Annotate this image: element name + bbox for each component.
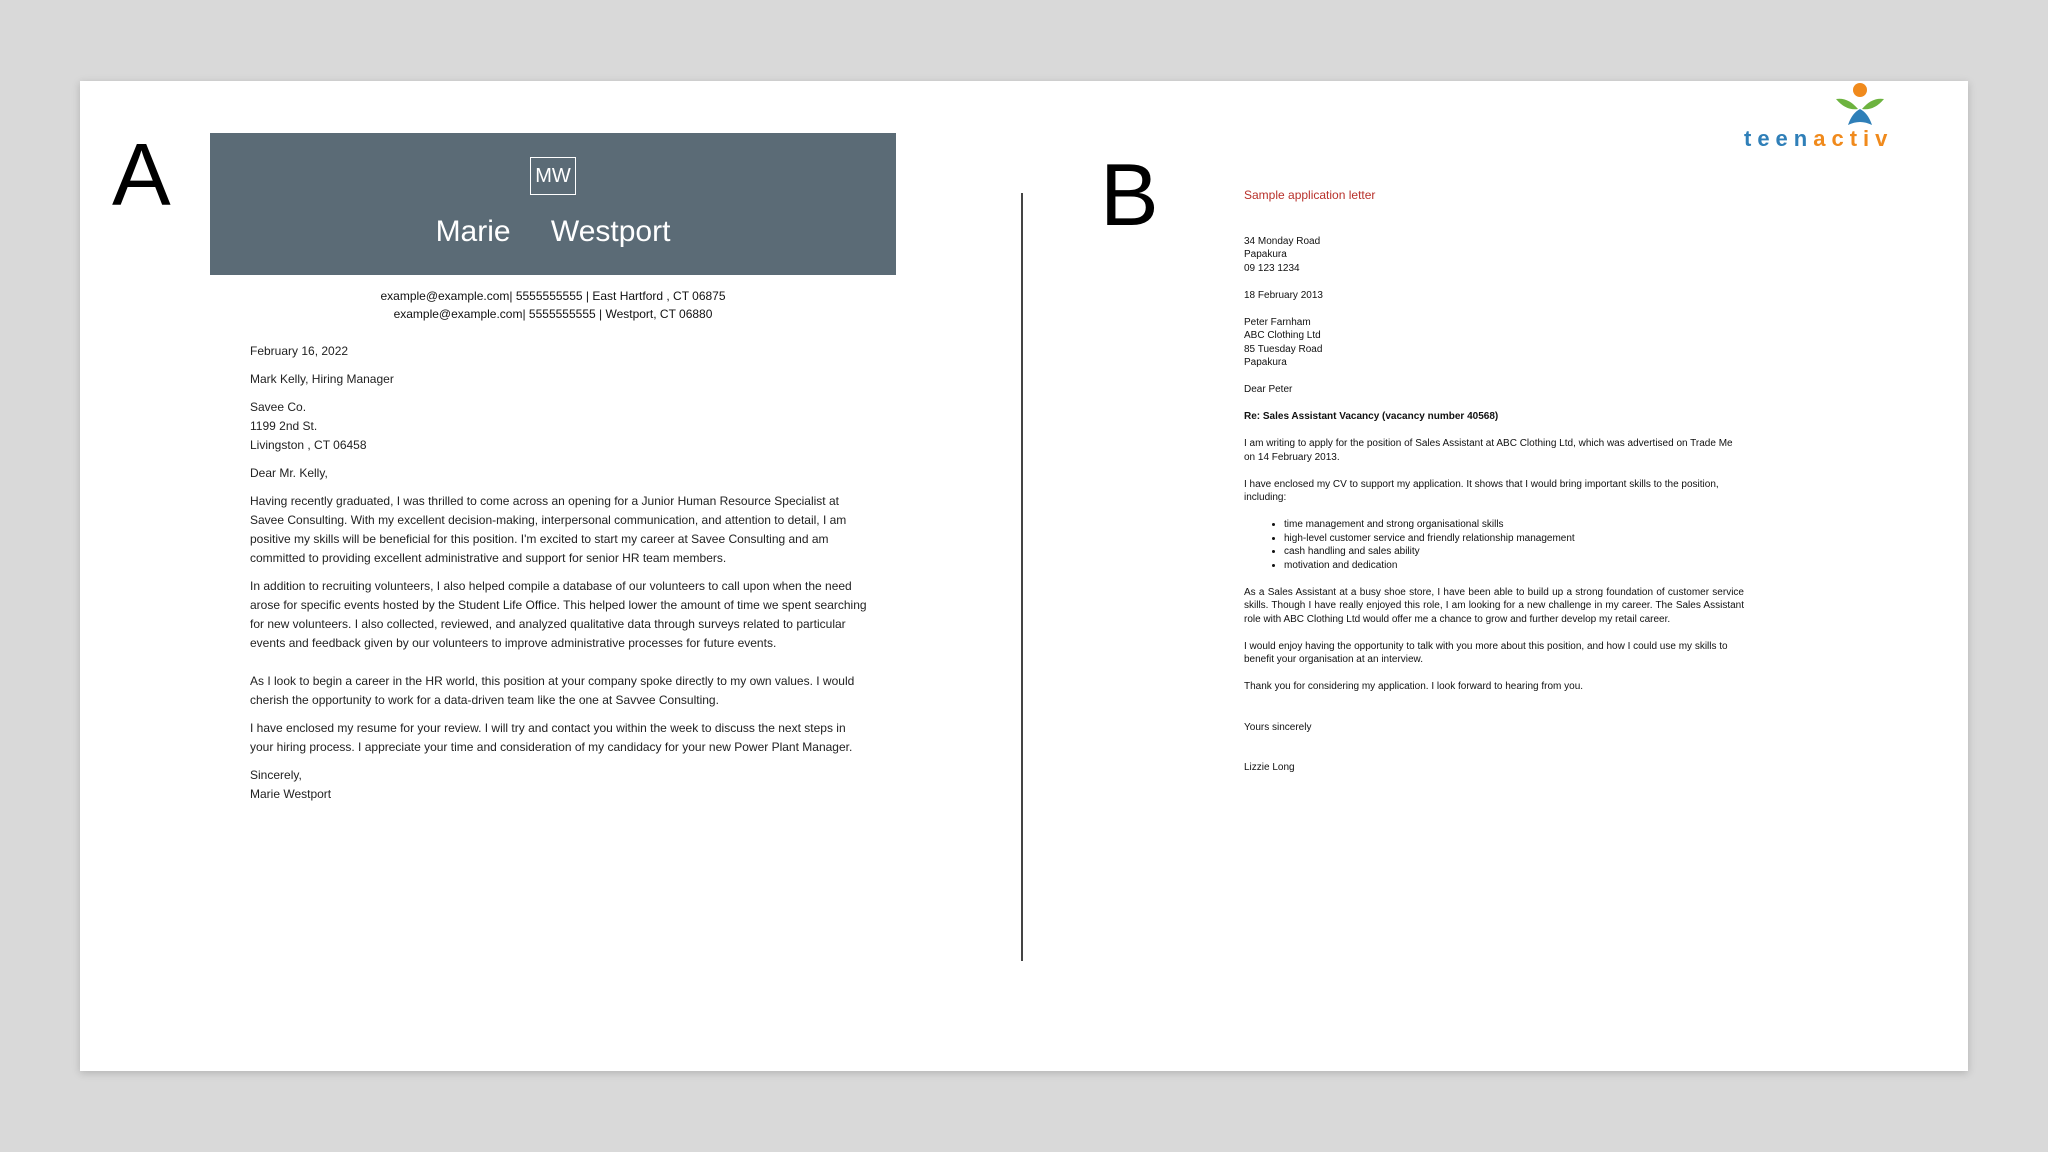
letter-a-paragraph: In addition to recruiting volunteers, I also helped compile a database of our volunteers to call upon when the need arose for specific events hosted by the Student Life Office. This helped lower the amount of time we spent searching for new volunteers. I also collected, reviewed, and analyzed qualitative data through surveys related to particular events and feedback given by our volunteers to improve administrative processes for future events. [250, 579, 867, 650]
recipient-line: Papakura [1244, 357, 1287, 368]
recipient-line: Peter Farnham [1244, 316, 1311, 328]
letter-b-body [1244, 189, 1744, 788]
list-item: • time management and strong organisational skills [1284, 518, 1744, 532]
letter-b-salutation: Dear Peter [1244, 384, 1293, 395]
list-item: • high-level customer service and friendly relationship management [1284, 532, 1744, 546]
signature: Marie Westport [250, 787, 332, 801]
letter-b-paragraph: Thank you for considering my application. I look forward to hearing from you. [1244, 681, 1584, 692]
panel-label-a: A [112, 125, 171, 224]
letter-b-paragraph: As a Sales Assistant at a busy shoe store, I have been able to build up a strong foundation of customer service skills. Though I have really enjoyed this role, I am looking for a new challenge in my career. The Sales Assistant role with ABC Clothing Ltd would offer me a chance to grow and further develop my retail career. [1244, 586, 1744, 625]
city-address: Livingston , CT 06458 [250, 438, 367, 452]
letter-a-salutation: Dear Mr. Kelly, [250, 466, 328, 480]
applicant-name [210, 215, 896, 249]
address-line: 34 Monday Road [1244, 235, 1321, 247]
panel-divider [1021, 193, 1023, 961]
flower-icon [1830, 81, 1890, 127]
letter-b-signature: Lizzie Long [1244, 762, 1295, 773]
recipient-line: ABC Clothing Ltd [1244, 330, 1321, 341]
letter-b-subject: Re: Sales Assistant Vacancy (vacancy number 40568) [1244, 411, 1499, 422]
logo-wordmark [1744, 126, 1930, 152]
letter-b-date: 18 February 2013 [1244, 289, 1323, 301]
contact-line-2: example@example.com| 5555555555 | Westport, CT 06880 [393, 307, 713, 321]
street-address: 1199 2nd St. [250, 419, 318, 433]
letter-b-title: Sample application letter [1244, 188, 1376, 202]
letter-a-paragraph: Having recently graduated, I was thrilled to come across an opening for a Junior Human Resource Specialist at Savee Consulting. With my excellent decision-making, interpersonal communication, and attention to detail, I am positive my skills will be beneficial for this position. I'm excited to start my career at Savee Consulting and am committed to providing excellent administrative and support for senior HR team members. [250, 494, 847, 565]
letter-a-body [250, 342, 870, 813]
monogram: MW [530, 157, 576, 195]
skills-list [1244, 518, 1744, 572]
letter-b-paragraph: I am writing to apply for the position of Sales Assistant at ABC Clothing Ltd, which was advertised on Trade Me on 14 February 2013. [1244, 438, 1733, 463]
contact-lines [210, 287, 896, 323]
panel-label-b: B [1100, 145, 1159, 244]
address-line: Papakura [1244, 249, 1287, 260]
company-name: Savee Co. [250, 400, 307, 414]
phone-number: 09 123 1234 [1244, 262, 1300, 274]
letter-a-address [250, 398, 870, 455]
letter-b-paragraph: I would enjoy having the opportunity to talk with you more about this position, and how I could use my skills to benefit your organisation at an interview. [1244, 640, 1728, 665]
letter-a-signoff [250, 766, 870, 804]
logo-teen: teen [1744, 126, 1814, 151]
contact-line-1: example@example.com| 5555555555 | East Hartford , CT 06875 [380, 289, 726, 303]
logo-activ: activ [1813, 126, 1894, 151]
slide [80, 81, 1968, 1071]
list-item: • cash handling and sales ability [1284, 545, 1744, 559]
sender-address [1244, 235, 1744, 276]
letter-a-recipient: Mark Kelly, Hiring Manager [250, 372, 394, 386]
letter-a-paragraph: I have enclosed my resume for your review. I will try and contact you within the week to discuss the next steps in your hiring process. I appreciate your time and consideration of my candidacy for your new Power Plant Manager. [250, 721, 853, 754]
letter-b-closing: Yours sincerely [1244, 721, 1312, 733]
last-name: Westport [550, 215, 671, 248]
list-item: • motivation and dedication [1284, 559, 1744, 573]
recipient-line: 85 Tuesday Road [1244, 343, 1323, 355]
first-name: Marie [435, 215, 511, 248]
letter-a-header [210, 133, 896, 275]
closing: Sincerely, [250, 768, 302, 782]
letter-a-paragraph: As I look to begin a career in the HR world, this position at your company spoke directly to my own values. I would cherish the opportunity to work for a data-driven team like the one at Savvee Consulting. [250, 674, 855, 707]
letter-b-paragraph: I have enclosed my CV to support my application. It shows that I would bring important skills to the position, including: [1244, 478, 1719, 503]
recipient-address [1244, 316, 1744, 370]
teenactiv-logo [1744, 81, 1930, 161]
letter-a-date: February 16, 2022 [250, 344, 349, 358]
